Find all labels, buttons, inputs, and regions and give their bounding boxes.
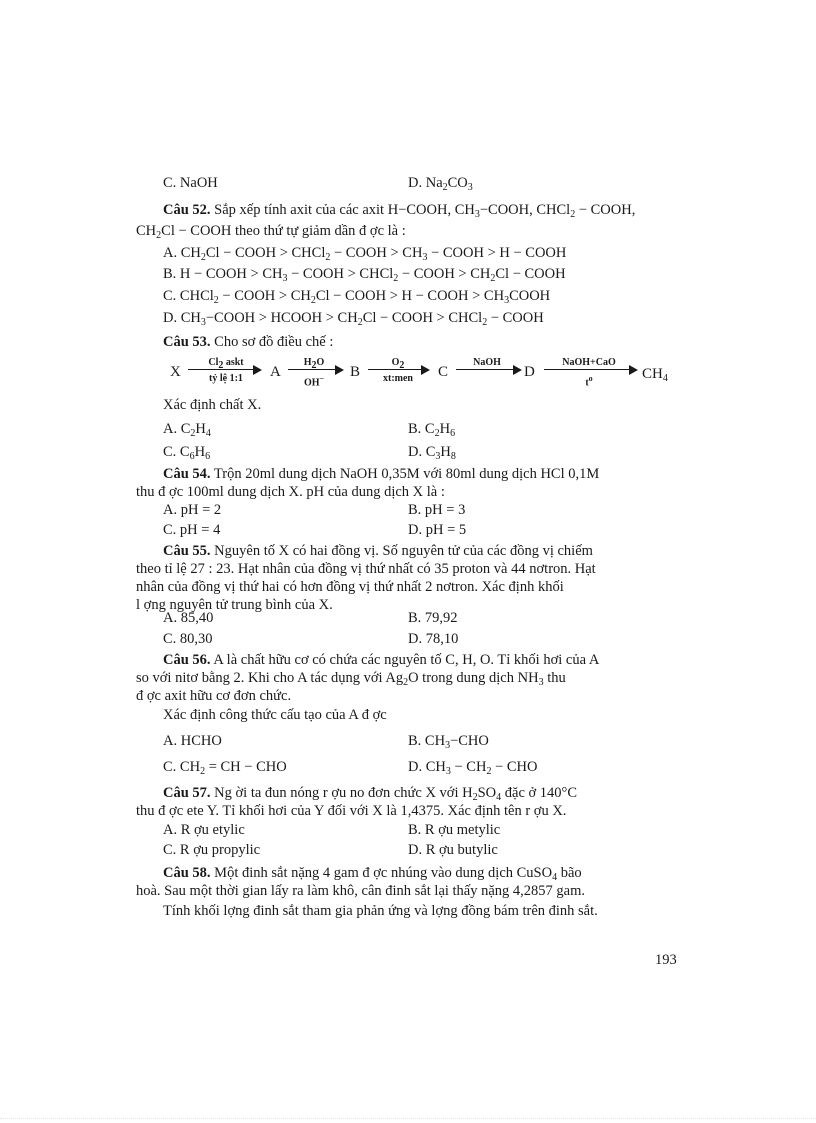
q58-stem-line2: hoà. Sau một thời gian lấy ra làm khô, cân đinh sắt lại thấy nặng 4,2857 gam. bbox=[136, 883, 586, 899]
arrow1-top-label: $Cl_2$ askt bbox=[208, 357, 244, 371]
q53-number: Câu 53. bbox=[163, 334, 211, 350]
q56-option-c: C. $CH_2$ = CH − CHO bbox=[163, 759, 287, 777]
q52-option-a: A. $CH_2Cl$ − COOH > CHCl$_2$ − COOH > $CH_3$ − COOH > H − COOH bbox=[163, 245, 567, 263]
arrow2-top-label: $H_2O$ bbox=[303, 357, 325, 371]
q54-option-a: A. pH = 2 bbox=[163, 502, 222, 518]
q57-number: Câu 57. bbox=[163, 785, 211, 801]
q52-number: Câu 52. bbox=[163, 202, 211, 218]
scheme-node-b: B bbox=[350, 364, 361, 380]
q56-stem-line1: Câu 56. A là chất hữu cơ có chứa các nguyên tố C, H, O. Tỉ khối hơi của A bbox=[163, 652, 600, 668]
q56-prompt: Xác định công thức cấu tạo của A đ ợc bbox=[163, 707, 387, 723]
q57-option-c: C. R ợu propylic bbox=[163, 842, 261, 858]
arrow-4 bbox=[456, 369, 520, 370]
q54-stem-line2: thu đ ợc 100ml dung dịch X. pH của dung dịch X là : bbox=[136, 484, 445, 500]
q55-option-a: A. 85,40 bbox=[163, 610, 214, 626]
arrow-3 bbox=[368, 369, 428, 370]
q54-option-b: B. pH = 3 bbox=[408, 502, 466, 518]
bottom-rule bbox=[0, 1118, 816, 1119]
q55-stem-line4: l ợng nguyên tử trung bình của X. bbox=[136, 597, 333, 613]
arrow2-bottom-label: OH− bbox=[303, 374, 325, 389]
q55-option-d: D. 78,10 bbox=[408, 631, 459, 647]
q57-option-d: D. R ợu butylic bbox=[408, 842, 498, 858]
q54-option-d: D. pH = 5 bbox=[408, 522, 467, 538]
q52-option-b: B. H − COOH > $CH_3$ − COOH > CHCl$_2$ − COOH > $CH_2Cl$ − COOH bbox=[163, 266, 566, 284]
scheme-node-c: C bbox=[438, 364, 449, 380]
q51-option-d: D. $Na_2CO_3$ bbox=[408, 175, 473, 193]
scheme-node-ch4: $CH_4$ bbox=[642, 366, 668, 384]
page-number: 193 bbox=[655, 952, 677, 968]
q53-option-b: B. $C_2H_6$ bbox=[408, 421, 456, 439]
arrow5-bottom-label: $t^o$ bbox=[585, 374, 593, 389]
scheme-node-a: A bbox=[270, 364, 281, 380]
q58-stem-line3: Tính khối lợng đinh sắt tham gia phản ứng và lợng đồng bám trên đinh sắt. bbox=[163, 903, 598, 919]
q56-stem-line2: so với nitơ bằng 2. Khi cho A tác dụng với $Ag_2O$ trong dung dịch $NH_3$ thu bbox=[136, 670, 566, 688]
q56-number: Câu 56. bbox=[163, 652, 211, 668]
arrow1-bottom-label: tỷ lệ 1:1 bbox=[209, 373, 243, 384]
q53-prompt: Xác định chất X. bbox=[163, 397, 262, 413]
arrow3-top-label: $O_2$ bbox=[391, 357, 405, 371]
q56-stem-line3: đ ợc axit hữu cơ đơn chức. bbox=[136, 688, 292, 704]
q58-stem-line1: Câu 58. Một đinh sắt nặng 4 gam đ ợc nhúng vào dung dịch CuSO$_4$ bão bbox=[163, 865, 582, 883]
arrow-1 bbox=[188, 369, 260, 370]
q55-stem-line3: nhân của đồng vị thứ hai có hơn đồng vị thứ nhất 2 nơtron. Xác định khối bbox=[136, 579, 564, 595]
scheme-node-d: D bbox=[524, 364, 535, 380]
q57-option-a: A. R ợu etylic bbox=[163, 822, 245, 838]
q56-option-b: B. $CH_3-CHO$ bbox=[408, 733, 489, 751]
scheme-node-x: X bbox=[170, 364, 181, 380]
q52-stem-line2: $CH_2Cl$ − COOH theo thứ tự giảm dần đ ợc là : bbox=[136, 223, 406, 241]
q57-stem-line1: Câu 57. Ng ời ta đun nóng r ợu no đơn chức X với $H_2SO_4$ đặc ở 140°C bbox=[163, 785, 578, 803]
arrow-2 bbox=[288, 369, 342, 370]
q53-stem: Câu 53. Cho sơ đồ điều chế : bbox=[163, 334, 334, 350]
q54-stem-line1: Câu 54. Trộn 20ml dung dịch NaOH 0,35M với 80ml dung dịch HCl 0,1M bbox=[163, 466, 600, 482]
arrow3-bottom-label: xt:men bbox=[383, 373, 413, 384]
q55-option-b: B. 79,92 bbox=[408, 610, 458, 626]
arrow-5 bbox=[544, 369, 636, 370]
arrow5-top-label: NaOH+CaO bbox=[562, 357, 616, 368]
q51-option-c: C. NaOH bbox=[163, 175, 218, 191]
q52-option-c: C. CHCl$_2$ − COOH > $CH_2Cl$ − COOH > H − COOH > $CH_3COOH$ bbox=[163, 288, 551, 306]
q55-stem-line1: Câu 55. Nguyên tố X có hai đồng vị. Số nguyên tử của các đồng vị chiếm bbox=[163, 543, 593, 559]
reaction-scheme bbox=[160, 352, 680, 392]
q54-number: Câu 54. bbox=[163, 466, 211, 482]
q55-number: Câu 55. bbox=[163, 543, 211, 559]
q53-option-c: C. $C_6H_6$ bbox=[163, 444, 211, 462]
q56-option-a: A. HCHO bbox=[163, 733, 222, 749]
q52-option-d: D. $CH_3-COOH$ > HCOOH > $CH_2Cl$ − COOH > CHCl$_2$ − COOH bbox=[163, 310, 544, 328]
q53-option-d: D. $C_3H_8$ bbox=[408, 444, 456, 462]
q57-option-b: B. R ợu metylic bbox=[408, 822, 501, 838]
q54-option-c: C. pH = 4 bbox=[163, 522, 221, 538]
arrow4-top-label: NaOH bbox=[473, 357, 501, 368]
q53-option-a: A. $C_2H_4$ bbox=[163, 421, 211, 439]
q52-stem-line1: Câu 52. Sắp xếp tính axit của các axit H−COOH, $CH_3-COOH$, CHCl$_2$ − COOH, bbox=[163, 202, 636, 220]
q55-stem-line2: theo tỉ lệ 27 : 23. Hạt nhân của đồng vị thứ nhất có 35 proton và 44 nơtron. Hạt bbox=[136, 561, 596, 577]
q58-number: Câu 58. bbox=[163, 865, 211, 881]
q56-option-d: D. $CH_3 - CH_2$ − CHO bbox=[408, 759, 538, 777]
q55-option-c: C. 80,30 bbox=[163, 631, 213, 647]
q57-stem-line2: thu đ ợc ete Y. Tỉ khối hơi của Y đối với X là 1,4375. Xác định tên r ợu X. bbox=[136, 803, 567, 819]
